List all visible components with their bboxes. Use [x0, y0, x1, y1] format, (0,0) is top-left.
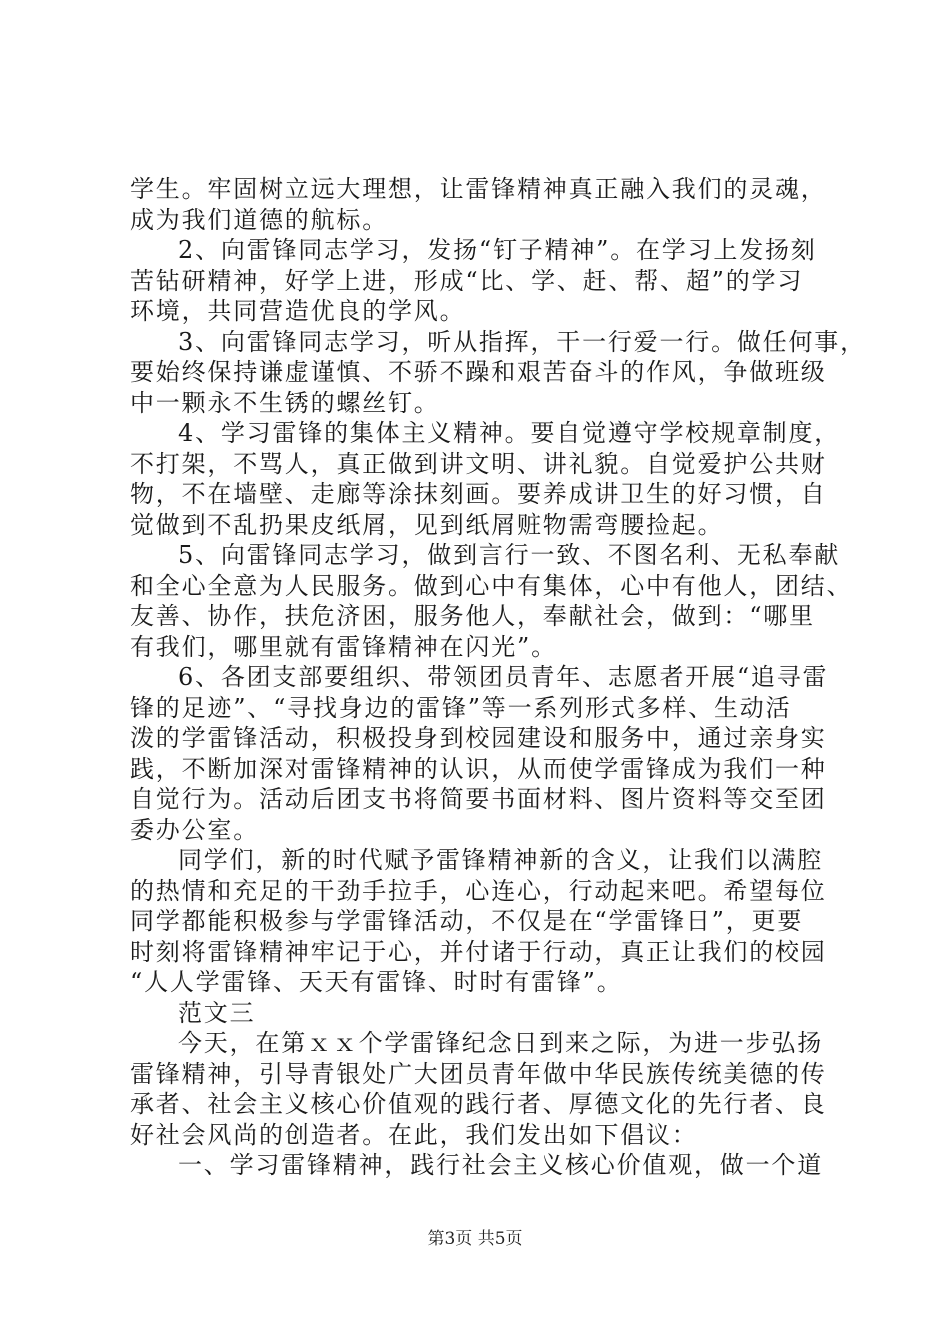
text-line: 苦钻研精神，好学上进，形成“比、学、赶、帮、超”的学习: [130, 266, 804, 295]
text-line: 有我们，哪里就有雷锋精神在闪光”。: [130, 632, 557, 661]
text-line: 委办公室。: [130, 815, 259, 844]
text-line: 时刻将雷锋精神牢记于心，并付诸于行动，真正让我们的校园: [130, 937, 827, 966]
text-line: “人人学雷锋、天天有雷锋、时时有雷锋”。: [130, 968, 623, 996]
text-line: 学生。牢固树立远大理想，让雷锋精神真正融入我们的灵魂，: [130, 175, 827, 203]
section-heading: 范文三: [178, 998, 256, 1027]
text-line: 觉做到不乱扔果皮纸屑，见到纸屑赃物需弯腰捡起。: [130, 510, 724, 539]
text-line: 的热情和充足的干劲手拉手，心连心，行动起来吧。希望每位: [130, 876, 827, 905]
text-line: 中一颗永不生锈的螺丝钉。: [130, 388, 440, 417]
text-line: 锋的足迹”、“寻找身边的雷锋”等一系列形式多样、生动活: [130, 693, 792, 722]
text-line: 同学都能积极参与学雷锋活动，不仅是在“学雷锋日”，更要: [130, 907, 804, 935]
text-line: 要始终保持谦虚谨慎、不骄不躁和艰苦奋斗的作风，争做班级: [130, 358, 827, 386]
text-line: 4、学习雷锋的集体主义精神。要自觉遵守学校规章制度，: [178, 419, 841, 447]
text-line: 2、向雷锋同志学习，发扬“钉子精神”。在学习上发扬刻: [178, 236, 817, 264]
text-line: 友善、协作，扶危济困，服务他人，奉献社会，做到：“哪里: [130, 602, 815, 630]
text-line: 不打架，不骂人，真正做到讲文明、讲礼貌。自觉爱护公共财: [130, 449, 827, 478]
text-line: 和全心全意为人民服务。做到心中有集体，心中有他人，团结、: [130, 571, 853, 600]
text-line: 好社会风尚的创造者。在此，我们发出如下倡议：: [130, 1120, 698, 1149]
text-line: 5、向雷锋同志学习，做到言行一致、不图名利、无私奉献: [178, 541, 841, 569]
text-line: 3、向雷锋同志学习，听从指挥，干一行爱一行。做任何事，: [178, 327, 866, 356]
page-number: 第3页 共5页: [427, 1229, 523, 1249]
document-body: [130, 174, 866, 1181]
text-line: 环境，共同营造优良的学风。: [130, 297, 466, 325]
text-line: 物，不在墙壁、走廊等涂抹刻画。要养成讲卫生的好习惯，自: [130, 480, 827, 508]
text-line: 同学们，新的时代赋予雷锋精神新的含义，让我们以满腔: [178, 846, 823, 874]
text-line: 承者、社会主义核心价值观的践行者、厚德文化的先行者、良: [130, 1090, 827, 1118]
text-line: 雷锋精神，引导青银处广大团员青年做中华民族传统美德的传: [130, 1059, 827, 1088]
text-line: 6、各团支部要组织、带领团员青年、志愿者开展“追寻雷: [178, 663, 829, 691]
text-line: 自觉行为。活动后团支书将简要书面材料、图片资料等交至团: [130, 785, 827, 813]
text-line: 践，不断加深对雷锋精神的认识，从而使学雷锋成为我们一种: [130, 754, 827, 783]
text-line: 一、学习雷锋精神，践行社会主义核心价值观，做一个道: [178, 1151, 823, 1179]
text-line: 成为我们道德的航标。: [130, 205, 388, 234]
text-line: 泼的学雷锋活动，积极投身到校园建设和服务中，通过亲身实: [130, 724, 827, 752]
text-line: 今天，在第ｘｘ个学雷锋纪念日到来之际，为进一步弘扬: [178, 1029, 823, 1057]
